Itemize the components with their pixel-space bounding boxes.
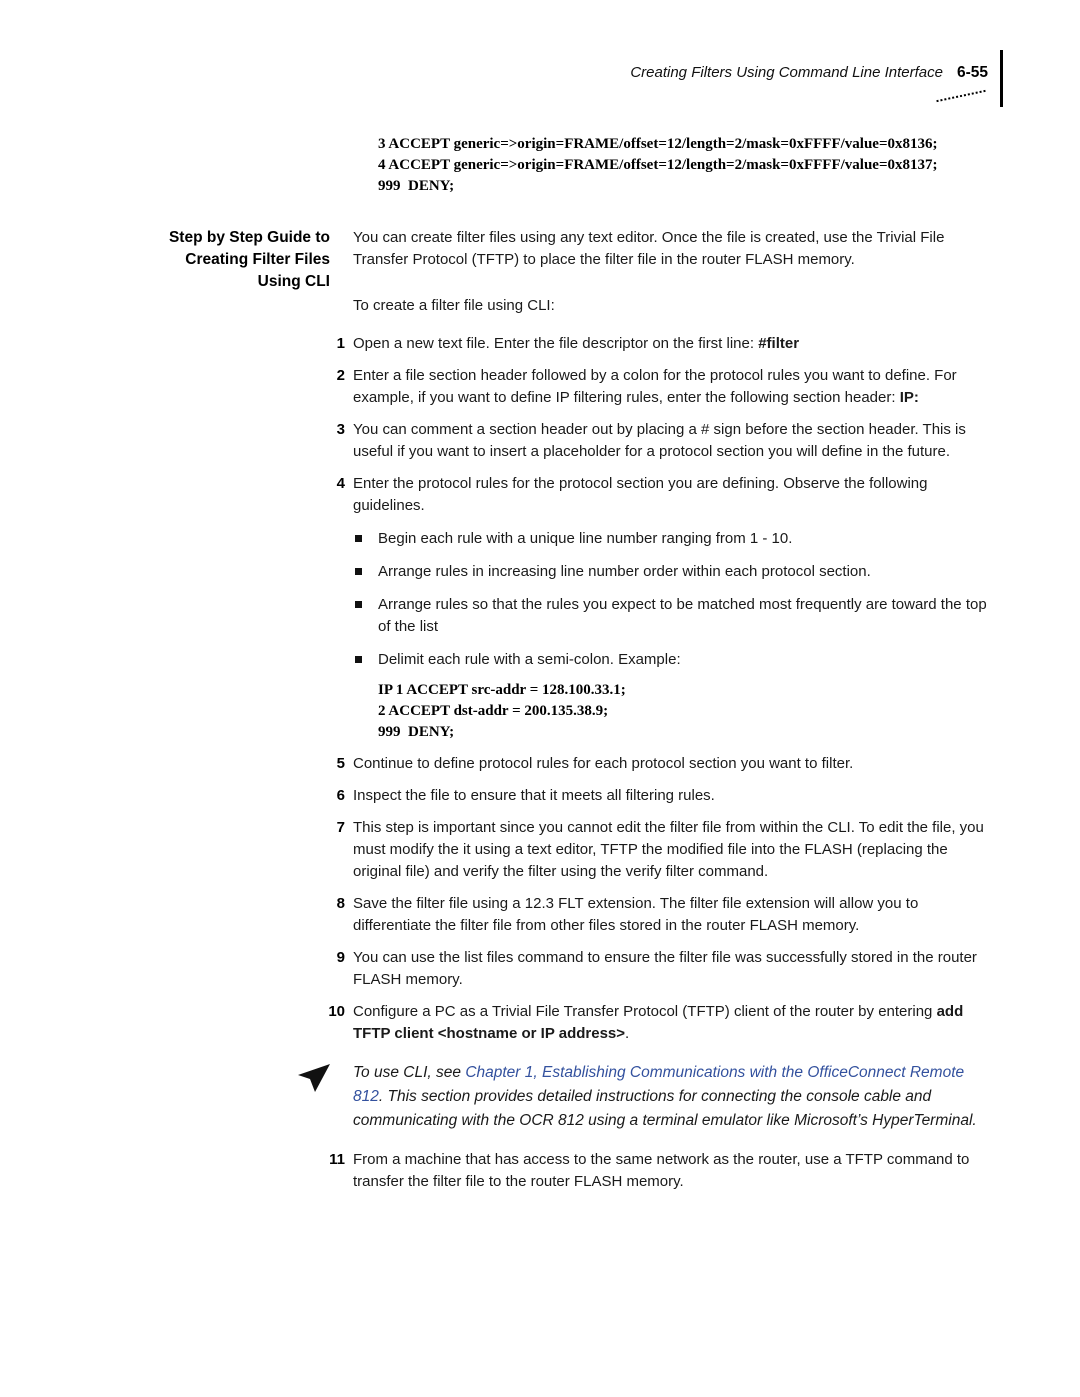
step-text: Enter the protocol rules for the protocol section you are defining. Observe the following guidelines. — [353, 475, 928, 514]
bold-term: #filter — [758, 335, 800, 352]
step-number: 6 — [336, 787, 345, 804]
step-number: 4 — [336, 475, 345, 492]
step — [336, 893, 995, 937]
code-line: 2 ACCEPT dst-addr = 200.135.38.9; — [378, 703, 609, 719]
dotted-decoration — [936, 90, 985, 102]
sidebar-heading-line: Using CLI — [257, 273, 330, 290]
step-text: Save the filter file using a 12.3 FLT extension. The filter file extension will allow you to differentiate the filter file from other files stored in the router FLASH memory. — [353, 895, 919, 934]
step — [336, 365, 995, 409]
step-number: 1 — [336, 335, 345, 352]
sidebar-heading-line: Creating Filter Files — [185, 251, 330, 268]
bullet-text: Delimit each rule with a semi-colon. Example: — [378, 651, 681, 668]
step — [336, 419, 995, 463]
step-text-normal: . — [625, 1025, 630, 1042]
intro-paragraph: You can create filter files using any text editor. Once the file is created, use the Trivial File Transfer Protocol (TFTP) to place the filter file in the router FLASH memory. — [353, 229, 945, 268]
step — [328, 1001, 995, 1045]
bullet-item — [353, 561, 995, 583]
bullet-text: Begin each rule with a unique line number ranging from 1 - 10. — [378, 530, 793, 547]
step — [336, 333, 995, 355]
step-text — [353, 1003, 963, 1042]
note-text-normal: . This section provides detailed instructions for connecting the console cable and communicating with the OCR 812 using a terminal emulator like Microsoft’s HyperTerminal. — [353, 1088, 977, 1129]
page-header — [630, 64, 988, 82]
step-text: Inspect the file to ensure that it meets all filtering rules. — [353, 787, 715, 804]
code-line: 999 DENY; — [378, 724, 455, 740]
note-block — [353, 1061, 995, 1133]
square-bullet-icon — [355, 568, 362, 575]
step — [336, 753, 995, 775]
step-text-normal: Configure a PC as a Trivial File Transfer Protocol (TFTP) client of the router by entering — [353, 1003, 937, 1020]
step-number: 2 — [336, 367, 345, 384]
step — [336, 947, 995, 991]
note-text — [353, 1064, 977, 1129]
bullet-item — [353, 594, 995, 638]
step-text — [353, 335, 799, 352]
step-number: 10 — [328, 1003, 345, 1020]
step — [336, 785, 995, 807]
step — [336, 817, 995, 883]
step-text: From a machine that has access to the same network as the router, use a TFTP command to transfer the filter file to the router FLASH memory. — [353, 1151, 970, 1190]
square-bullet-icon — [355, 656, 362, 663]
step-number: 11 — [329, 1151, 345, 1168]
code-line: 999 DENY; — [378, 178, 455, 194]
sidebar-heading — [0, 227, 330, 293]
note-pointer-icon — [297, 1063, 331, 1093]
step-number: 8 — [336, 895, 345, 912]
step-text: You can comment a section header out by placing a # sign before the section header. This is useful if you want to insert a placeholder for a protocol section you will define in the future. — [353, 421, 966, 460]
square-bullet-icon — [355, 601, 362, 608]
step-number: 5 — [336, 755, 345, 772]
step-text — [353, 367, 957, 406]
lead-in: To create a filter file using CLI: — [353, 297, 555, 314]
code-line: 3 ACCEPT generic=>origin=FRAME/offset=12/length=2/mask=0xFFFF/value=0x8136; — [378, 136, 938, 152]
bold-term: IP: — [899, 389, 919, 406]
step-text: You can use the list files command to ensure the filter file was successfully stored in the router FLASH memory. — [353, 949, 977, 988]
bullet-text: Arrange rules so that the rules you expect to be matched most frequently are toward the top of the list — [378, 596, 987, 635]
bold-term: add TFTP client <hostname or IP address> — [353, 1003, 964, 1042]
header-rule — [1000, 50, 1003, 107]
header-title: Creating Filters Using Command Line Interface — [630, 64, 943, 81]
step-number: 7 — [336, 819, 345, 836]
bullet-item — [353, 528, 995, 550]
code-line: IP 1 ACCEPT src-addr = 128.100.33.1; — [378, 682, 626, 698]
step-number: 9 — [336, 949, 345, 966]
main-content — [328, 134, 995, 1193]
bullet-text: Arrange rules in increasing line number order within each protocol section. — [378, 563, 871, 580]
step-text: This step is important since you cannot edit the filter file from within the CLI. To edit the file, you must modify the it using a text editor, TFTP the modified file into the FLASH (replacing the original file) and verify the filter using the verify filter command. — [353, 819, 984, 880]
square-bullet-icon — [355, 535, 362, 542]
top-code-block — [353, 134, 995, 197]
rule-code-block — [353, 680, 995, 743]
step-text: Continue to define protocol rules for each protocol section you want to filter. — [353, 755, 854, 772]
note-text-normal: To use CLI, see — [353, 1064, 466, 1081]
step-number: 3 — [336, 421, 345, 438]
page-number: 6-55 — [956, 64, 988, 81]
sidebar-heading-line: Step by Step Guide to — [168, 229, 330, 246]
step — [329, 1149, 995, 1193]
bullet-item — [353, 649, 995, 671]
step — [336, 473, 995, 517]
chapter-1-cross-reference-link[interactable]: Chapter 1, Establishing Communications with the OfficeConnect Remote 812 — [353, 1064, 965, 1105]
step-text-normal: Enter a file section header followed by a colon for the protocol rules you want to define. For example, if you want to define IP filtering rules, enter the following section header: — [353, 367, 957, 406]
code-line: 4 ACCEPT generic=>origin=FRAME/offset=12/length=2/mask=0xFFFF/value=0x8137; — [378, 157, 938, 173]
step-text-normal: Open a new text file. Enter the file descriptor on the first line: — [353, 335, 759, 352]
